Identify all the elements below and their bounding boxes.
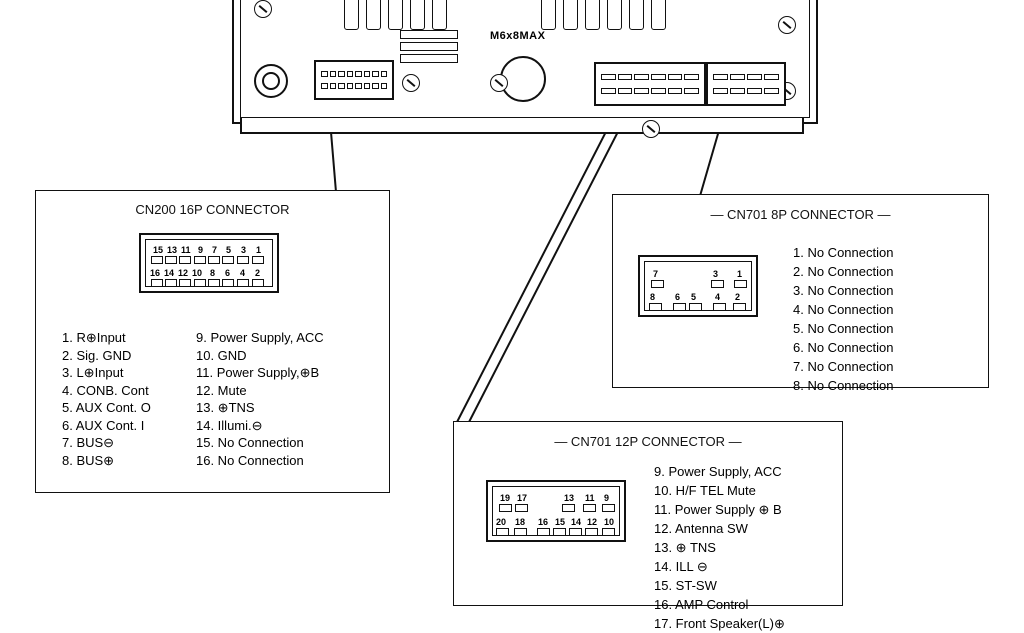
cn701-8p-pin-slot [733,303,746,311]
cn701-8p-connector-box [612,194,989,393]
vent-slot [432,0,447,30]
vent-slot [541,0,556,30]
cn701-8p-pin-slot [649,303,662,311]
cn701-12p-pin-slot [514,528,527,536]
cn701-8p-pin-label: 1 [737,269,743,279]
screw-icon [642,120,660,138]
cn200-pin-label: 5 [226,245,232,255]
pin-entry: 12. Antenna SW [654,521,748,536]
pin-entry: 4. No Connection [793,302,894,317]
vent-slot [563,0,578,30]
cn200-title: CN200 16P CONNECTOR [135,202,290,217]
unit-model-label: M6x8MAX [490,30,546,42]
cn200-pin-label: 8 [210,268,216,278]
pin-entry: 1. R⊕Input [62,330,126,345]
cn701-12p-connector-box [453,421,843,631]
cn701-12p-pin-label: 10 [604,517,615,527]
cn701-12p-pin-slot [515,504,528,512]
cn701-8p-pin-label: 4 [715,292,721,302]
louver-slot [400,54,458,63]
pin-entry: 12. Mute [196,382,247,398]
cn701-12p-pin-label: 15 [555,517,566,527]
cn701-8p-pin-label: 6 [675,292,681,302]
vent-slot [366,0,381,30]
cn701-12p-pin-label: 13 [564,493,575,503]
louver-slot [400,30,458,39]
cn200-pin-label: 1 [256,245,262,255]
cn200-pin-slot [208,279,220,287]
pin-entry: 7. BUS⊖ [62,435,115,450]
pin-entry: 3. No Connection [793,283,894,298]
pin-entry: 10. GND [196,347,247,363]
cn200-pin-slot [208,256,220,264]
cn701-12p-pin-label: 9 [604,493,610,503]
cn701-12p-pin-slot [569,528,582,536]
cn200-pin-slot [179,256,191,264]
cn701-8p-pin-label: 3 [713,269,719,279]
cn200-pin-label: 9 [198,245,204,255]
cn701-8p-pin-slot [673,303,686,311]
pin-entry: 11. Power Supply,⊕B [196,365,320,380]
cn701-8p-title: — CN701 8P CONNECTOR — [710,207,891,222]
cn701-12p-pin-label: 19 [500,493,511,503]
cn701-8p-pin-label: 8 [650,292,656,302]
cn200-pin-label: 2 [255,268,261,278]
cn200-pin-list-right [196,329,324,469]
louver-slot [400,42,458,51]
cn701-12p-pin-label: 11 [585,493,595,503]
cn200-pin-slot [165,279,177,287]
pin-entry: 6. AUX Cont. I [62,417,145,433]
cn200-pin-label: 16 [150,268,161,278]
pin-entry: 15. No Connection [196,435,304,450]
cn701-12p-pin-label: 18 [515,517,526,527]
cn701-12p-pin-slot [496,528,509,536]
pin-entry: 4. CONB. Cont [62,382,149,398]
vent-slot [651,0,666,30]
cn200-pin-label: 10 [192,268,203,278]
screw-icon [778,16,796,34]
cn200-pin-slot [252,279,264,287]
cn200-pin-slot [179,279,191,287]
cn200-pin-slot [151,279,163,287]
cn200-pin-list-left [62,329,151,469]
cn200-pin-slot [222,279,234,287]
cn701-8p-pin-label: 2 [735,292,741,302]
cn701-12p-pin-list [654,462,785,633]
pin-entry: 14. Illumi.⊖ [196,417,263,433]
cn200-pin-slot [252,256,264,264]
cn200-pin-slot [194,256,206,264]
pin-entry: 3. L⊕Input [62,365,124,380]
cn200-pin-label: 6 [225,268,231,278]
screw-icon [254,0,272,18]
vent-slot [607,0,622,30]
pin-entry: 9. Power Supply, ACC [654,464,782,479]
pin-entry: 17. Front Speaker(L)⊕ [654,616,785,631]
cn701-12p-pin-label: 17 [517,493,528,503]
cn701-12p-pin-label: 14 [571,517,582,527]
cn701-8p-pin-slot [689,303,702,311]
pin-entry: 15. ST-SW [654,578,717,593]
pin-entry: 16. AMP Control [654,597,749,612]
cn200-connector-box [35,190,390,493]
cn701-8p-pin-slot [711,280,724,288]
pin-entry: 7. No Connection [793,359,894,374]
cn701-8p-pin-slot [713,303,726,311]
cn701-12p-pin-slot [602,528,615,536]
cn200-pin-label: 12 [178,268,189,278]
cn701-12p-pin-slot [562,504,575,512]
cn200-pin-slot [194,279,206,287]
cn200-pin-label: 13 [167,245,178,255]
unit-connector-cn701-8p [706,62,786,106]
cn701-12p-pin-slot [553,528,566,536]
cn200-pin-label: 14 [164,268,175,278]
cn701-8p-pin-list [793,243,893,395]
vent-slot [629,0,644,30]
vent-slot [344,0,359,30]
pin-entry: 1. No Connection [793,245,894,260]
pin-entry: 5. AUX Cont. O [62,400,151,415]
vent-slot [585,0,600,30]
vent-slot [410,0,425,30]
shaft-circle-inner [262,72,280,90]
cn701-12p-pin-slot [585,528,598,536]
pin-entry: 11. Power Supply ⊕ B [654,502,782,517]
cn200-pin-label: 7 [212,245,218,255]
cn701-8p-pin-slot [734,280,747,288]
pin-entry: 14. ILL ⊖ [654,559,708,574]
pin-entry: 9. Power Supply, ACC [196,330,324,345]
pin-entry: 2. No Connection [793,264,894,279]
cn701-12p-title: — CN701 12P CONNECTOR — [554,434,742,449]
vent-slot [388,0,403,30]
cn701-12p-pin-label: 20 [496,517,507,527]
cn200-pin-slot [151,256,163,264]
cn200-pin-slot [237,256,249,264]
cn200-pin-label: 15 [153,245,164,255]
pin-entry: 8. BUS⊕ [62,452,115,468]
pin-entry: 13. ⊕ TNS [654,540,716,555]
pin-entry: 6. No Connection [793,340,894,355]
pin-entry: 10. H/F TEL Mute [654,483,756,498]
screw-icon [402,74,420,92]
cn701-8p-pin-label: 7 [653,269,659,279]
cn701-12p-pin-slot [602,504,615,512]
head-unit-drawing [232,0,814,138]
cn200-pin-slot [222,256,234,264]
cn701-12p-pin-label: 12 [587,517,598,527]
cn200-pin-slot [165,256,177,264]
pin-entry: 8. No Connection [793,378,894,393]
cn701-12p-pin-slot [583,504,596,512]
pin-entry: 16. No Connection [196,452,304,468]
screw-icon [490,74,508,92]
cn701-12p-pin-slot [499,504,512,512]
cn200-pin-label: 3 [241,245,247,255]
cn701-8p-pin-slot [651,280,664,288]
pin-entry: 13. ⊕TNS [196,400,255,415]
cn200-pin-slot [237,279,249,287]
head-unit-base [240,118,804,134]
cn200-pin-label: 11 [181,245,191,255]
pin-entry: 2. Sig. GND [62,347,132,363]
unit-connector-cn701-12p [594,62,706,106]
cn701-12p-pin-label: 16 [538,517,549,527]
unit-connector-cn200 [314,60,394,100]
cn701-8p-pin-label: 5 [691,292,697,302]
cn701-12p-pin-slot [537,528,550,536]
cn200-pin-label: 4 [240,268,246,278]
pin-entry: 5. No Connection [793,321,894,336]
